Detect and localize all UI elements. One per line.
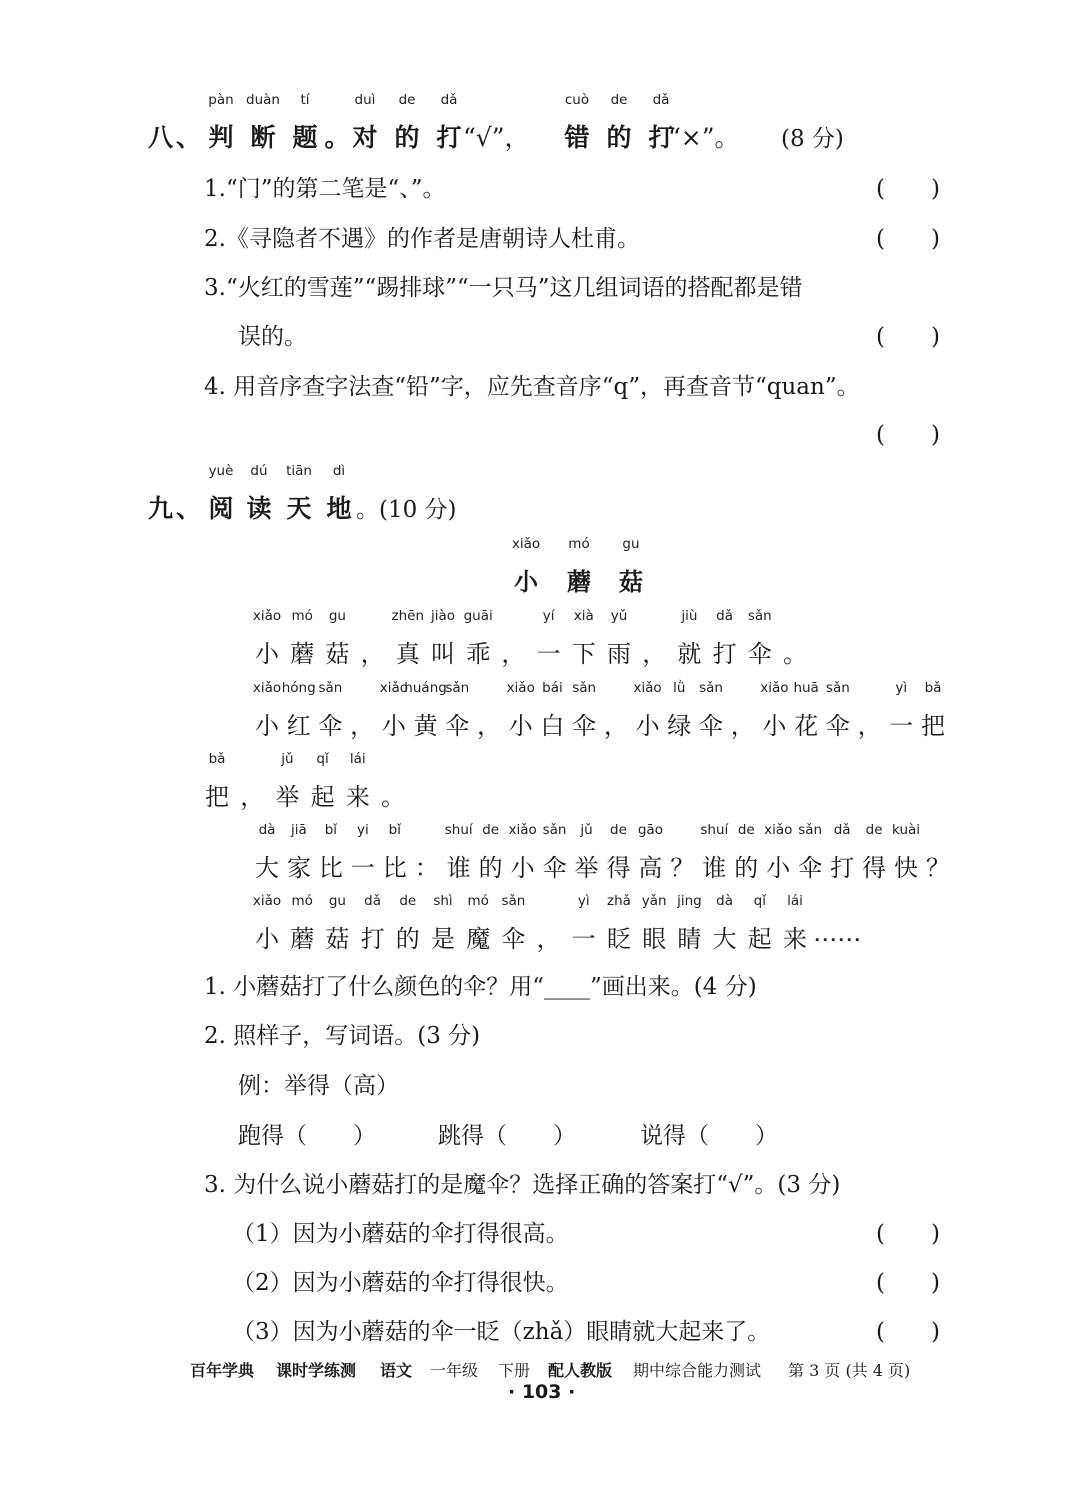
- pinyin: xiǎo: [252, 680, 282, 696]
- pinyin: mó: [291, 608, 313, 624]
- hanzi-char: 起: [310, 783, 335, 811]
- hanzi-char: 是: [431, 925, 455, 953]
- s9-q3-opt-3: （3）因为小蘑菇的伞一眨（zhǎ）眼睛就大起来了。: [232, 1319, 771, 1345]
- pinyin: jiù: [681, 608, 698, 624]
- hanzi-char: 断: [250, 123, 276, 152]
- pinyin: dǎ: [716, 608, 734, 624]
- punctuation: ，: [501, 640, 526, 668]
- pinyin: sǎn: [445, 680, 470, 696]
- pinyin: de: [398, 92, 416, 108]
- s8-item-2: 2.《寻隐者不遇》的作者是唐朝诗人杜甫。: [204, 226, 640, 252]
- hanzi-char: 小: [510, 854, 535, 882]
- hanzi-char: 来: [345, 783, 370, 811]
- hanzi-char: 下: [571, 640, 596, 668]
- pinyin: dì: [332, 463, 346, 479]
- hanzi-char: 真: [395, 640, 420, 668]
- hanzi-char: 比: [318, 854, 343, 882]
- hanzi-char: 快: [894, 854, 919, 882]
- section-9-sep: 、: [176, 494, 202, 523]
- footer-grade: 一年级: [430, 1361, 479, 1380]
- hanzi-char: 红: [286, 712, 311, 740]
- hanzi-char: 判: [208, 123, 234, 152]
- pinyin: zhēn: [391, 608, 425, 624]
- hanzi-char: 的: [394, 123, 420, 152]
- pinyin: lǜ: [673, 680, 686, 696]
- hanzi-char: 打: [436, 123, 462, 152]
- s8-item-2-blank: ( ): [876, 226, 940, 252]
- punctuation: ，: [477, 712, 501, 740]
- section-8-heading: [148, 92, 868, 156]
- hanzi-char: 小: [255, 712, 279, 740]
- hanzi-char: 的: [734, 854, 759, 882]
- s8-item-3-cont: 误的。: [238, 324, 307, 350]
- s8-item-1-blank: ( ): [876, 176, 940, 202]
- hanzi-char: 一: [889, 712, 914, 740]
- s8-item-3: 3.“火红的雪莲”“踢排球”“一只马”这几组词语的搭配都是错: [204, 275, 803, 301]
- footer-brand: 百年学典: [190, 1361, 255, 1380]
- hanzi-char: 大: [712, 925, 737, 953]
- pinyin: yǔ: [610, 608, 628, 624]
- hanzi-char: 对: [352, 123, 378, 152]
- hanzi-char: 的: [606, 123, 632, 152]
- footer-page-info: 第 3 页 (共 4 页): [788, 1361, 911, 1380]
- pinyin: bǐ: [388, 822, 401, 838]
- pinyin: shuí: [700, 822, 729, 838]
- punctuation: ，: [240, 783, 265, 811]
- pinyin: dǎ: [364, 893, 382, 909]
- punctuation: ，: [642, 640, 667, 668]
- footer-series: 课时学练测: [276, 1361, 357, 1380]
- pinyin: duàn: [246, 92, 280, 108]
- hanzi-char: 花: [794, 712, 819, 740]
- hanzi-char: 伞: [747, 640, 772, 668]
- hanzi-char: 得: [862, 854, 887, 882]
- pinyin: jǔ: [281, 751, 294, 767]
- punctuation: 。: [324, 123, 350, 152]
- punctuation: ，: [360, 640, 385, 668]
- hanzi-char: 错: [564, 123, 590, 152]
- pinyin: sǎn: [318, 680, 343, 696]
- pinyin: de: [610, 822, 627, 838]
- section-8-score: (8 分): [781, 126, 844, 152]
- s9-q3-opt-2: （2）因为小蘑菇的伞打得很快。: [232, 1270, 569, 1296]
- punctuation: ，: [857, 712, 882, 740]
- pinyin: yí: [542, 608, 555, 624]
- hanzi-char: 睛: [677, 925, 702, 953]
- hanzi-char: 白: [540, 712, 565, 740]
- pinyin: dǎ: [652, 92, 670, 108]
- footer-volume: 下册: [498, 1361, 531, 1380]
- pinyin: pàn: [208, 92, 234, 108]
- pinyin: gu: [328, 608, 346, 624]
- hanzi-char: 天: [286, 494, 312, 523]
- s9-q2: 2. 照样子，写词语。(3 分): [204, 1023, 481, 1049]
- footer-test: 期中综合能力测试: [633, 1361, 762, 1380]
- pinyin: tí: [300, 92, 310, 108]
- hanzi-char: 打: [648, 123, 674, 152]
- pinyin: mó: [568, 536, 590, 552]
- hanzi-char: 伞: [798, 854, 823, 882]
- pinyin: hóng: [281, 680, 316, 696]
- hanzi-char: 的: [395, 925, 420, 953]
- pinyin: dà: [258, 822, 276, 838]
- hanzi-char: 绿: [667, 712, 692, 740]
- hanzi-char: 叫: [431, 640, 455, 668]
- pinyin: xiǎo: [633, 680, 662, 696]
- pinyin: xiǎo: [760, 680, 789, 696]
- hanzi-char: 伞: [825, 712, 850, 740]
- hanzi-char: 小: [514, 567, 538, 596]
- s9-q2-blank-3: 说得（ ）: [640, 1123, 778, 1149]
- hanzi-char: 乖: [466, 640, 491, 668]
- pinyin: xiǎo: [379, 680, 408, 696]
- hanzi-char: 家: [286, 854, 311, 882]
- hanzi-char: 小: [762, 712, 787, 740]
- pinyin: dà: [716, 893, 734, 909]
- pinyin: xiǎo: [764, 822, 793, 838]
- pinyin: yǎn: [641, 893, 667, 909]
- punctuation: ：: [414, 854, 439, 882]
- pinyin: de: [737, 822, 755, 838]
- s8-item-4-blank: ( ): [876, 422, 940, 448]
- pinyin: lái: [349, 751, 366, 767]
- pinyin: gāo: [637, 822, 663, 838]
- pinyin: de: [865, 822, 883, 838]
- pinyin: shuí: [444, 822, 473, 838]
- hanzi-char: 小: [766, 854, 791, 882]
- pinyin: bái: [542, 680, 563, 696]
- punctuation: ？: [926, 854, 950, 882]
- hanzi-char: 小: [255, 640, 279, 668]
- hanzi-char: 举: [574, 854, 599, 882]
- pinyin: kuài: [892, 822, 921, 838]
- pinyin: yì: [895, 680, 908, 696]
- hanzi-char: 把: [205, 783, 229, 811]
- hanzi-char: 菇: [325, 640, 350, 668]
- pinyin: sǎn: [825, 680, 850, 696]
- pinyin: lái: [787, 893, 803, 909]
- s8-item-1: 1.“门”的第二笔是“、”。: [204, 176, 446, 202]
- pinyin: dǎ: [440, 92, 458, 108]
- pinyin: de: [610, 92, 628, 108]
- hanzi-char: 蘑: [290, 925, 315, 953]
- pinyin: xiǎo: [511, 536, 541, 552]
- pinyin: de: [399, 893, 417, 909]
- pinyin: jiā: [291, 822, 307, 838]
- pinyin: yì: [577, 893, 590, 909]
- pinyin: xià: [573, 608, 594, 624]
- pinyin: xiǎo: [506, 680, 535, 696]
- hanzi-char: 就: [677, 640, 702, 668]
- s9-q3: 3. 为什么说小蘑菇打的是魔伞？选择正确的答案打“√”。(3 分): [204, 1172, 841, 1198]
- hanzi-char: 读: [246, 494, 272, 523]
- pinyin: guāi: [463, 608, 493, 624]
- hanzi-char: 比: [382, 854, 407, 882]
- hanzi-char: 一: [350, 854, 375, 882]
- section-8-mark2: “×”。: [668, 123, 740, 152]
- pinyin: zhǎ: [607, 893, 631, 909]
- hanzi-char: 一: [536, 640, 561, 668]
- hanzi-char: 打: [712, 640, 737, 668]
- hanzi-char: 黄: [413, 712, 438, 740]
- pinyin: sǎn: [798, 822, 823, 838]
- hanzi-char: 谁: [702, 854, 727, 882]
- pinyin: dǎ: [833, 822, 851, 838]
- pinyin: qǐ: [316, 751, 329, 767]
- pinyin: qǐ: [753, 893, 766, 909]
- s9-q3-opt-1: （1）因为小蘑菇的伞打得很高。: [232, 1221, 569, 1247]
- pinyin: sǎn: [572, 680, 597, 696]
- hanzi-char: 蘑: [567, 567, 591, 596]
- hanzi-char: 菇: [619, 567, 643, 596]
- pinyin: sǎn: [542, 822, 567, 838]
- s8-item-4: 4. 用音序查字法查“铅”字，应先查音序“q”，再查音节“quan”。: [204, 374, 860, 400]
- hanzi-char: 伞: [318, 712, 343, 740]
- punctuation: 。: [783, 640, 807, 668]
- hanzi-char: 谁: [446, 854, 471, 882]
- pinyin: xiǎo: [508, 822, 537, 838]
- hanzi-char: 一: [571, 925, 596, 953]
- hanzi-char: 伞: [501, 925, 526, 953]
- pinyin: huā: [793, 680, 819, 696]
- pinyin: tiān: [286, 463, 312, 479]
- hanzi-char: 打: [360, 925, 385, 953]
- hanzi-char: 小: [255, 925, 279, 953]
- hanzi-char: 小: [508, 712, 533, 740]
- pinyin: xiǎo: [252, 608, 282, 624]
- pinyin: bǐ: [324, 822, 338, 838]
- punctuation: ，: [350, 712, 375, 740]
- pinyin: de: [482, 822, 500, 838]
- section-9-number: 九: [148, 494, 174, 523]
- hanzi-char: 雨: [607, 640, 631, 668]
- punctuation: ……: [813, 919, 862, 947]
- hanzi-char: 眼: [642, 925, 667, 953]
- hanzi-char: 得: [606, 854, 631, 882]
- pinyin: sǎn: [501, 893, 526, 909]
- hanzi-char: 魔: [466, 925, 491, 953]
- hanzi-char: 菇: [325, 925, 350, 953]
- pinyin: bǎ: [924, 680, 942, 696]
- hanzi-char: 眨: [607, 925, 631, 953]
- pinyin: jing: [677, 893, 702, 909]
- hanzi-char: 地: [326, 494, 352, 523]
- hanzi-char: 伞: [699, 712, 723, 740]
- hanzi-char: 蘑: [290, 640, 315, 668]
- s8-item-3-blank: ( ): [876, 324, 940, 350]
- hanzi-char: 伞: [542, 854, 567, 882]
- footer-subject: 语文: [380, 1361, 413, 1380]
- section-8-mark1: “√”，: [463, 123, 530, 152]
- pinyin: xiǎo: [252, 893, 282, 909]
- s9-q1: 1. 小蘑菇打了什么颜色的伞？用“____”画出来。(4 分): [204, 974, 757, 1000]
- hanzi-char: 起: [747, 925, 772, 953]
- section-9-score: 。(10 分): [356, 497, 457, 523]
- pinyin: bǎ: [208, 751, 226, 767]
- hanzi-char: 把: [921, 712, 945, 740]
- pinyin: mó: [291, 893, 313, 909]
- hanzi-char: 的: [478, 854, 503, 882]
- punctuation: ，: [730, 712, 755, 740]
- s9-q3-opt-3-blank: ( ): [876, 1319, 940, 1345]
- pinyin: sǎn: [747, 608, 772, 624]
- hanzi-char: 阅: [208, 494, 234, 523]
- footer-edition: 配人教版: [548, 1361, 613, 1380]
- pinyin: jǔ: [580, 822, 593, 838]
- section-8-sep: 、: [176, 123, 202, 152]
- pinyin: cuò: [564, 92, 590, 108]
- section-9-heading: [148, 463, 548, 527]
- hanzi-char: 来: [783, 925, 807, 953]
- punctuation: ，: [536, 925, 561, 953]
- pinyin: jiào: [430, 608, 456, 624]
- pinyin: sǎn: [699, 680, 723, 696]
- hanzi-char: 举: [275, 783, 300, 811]
- s9-q3-opt-2-blank: ( ): [876, 1270, 940, 1296]
- hanzi-char: 伞: [445, 712, 470, 740]
- pinyin: shì: [433, 893, 453, 909]
- page-footer: [190, 1356, 950, 1382]
- s9-q2-blank-2: 跳得（ ）: [438, 1123, 576, 1149]
- s9-q3-opt-1-blank: ( ): [876, 1221, 940, 1247]
- punctuation: ？: [670, 854, 695, 882]
- pinyin: huáng: [404, 680, 447, 696]
- pinyin: yi: [356, 822, 369, 838]
- pinyin: gu: [622, 536, 640, 552]
- pinyin: yuè: [208, 463, 234, 479]
- punctuation: ，: [603, 712, 628, 740]
- hanzi-char: 小: [381, 712, 406, 740]
- hanzi-char: 大: [255, 854, 279, 882]
- section-8-number: 八: [148, 123, 174, 152]
- hanzi-char: 高: [638, 854, 663, 882]
- hanzi-char: 伞: [572, 712, 597, 740]
- s9-q2-example: 例：举得（高）: [238, 1073, 399, 1099]
- pinyin: duì: [354, 92, 376, 108]
- page-number: · 103 ·: [508, 1381, 576, 1403]
- hanzi-char: 打: [830, 854, 855, 882]
- pinyin: dú: [250, 463, 268, 479]
- hanzi-char: 小: [635, 712, 660, 740]
- s9-q2-blank-1: 跑得（ ）: [238, 1123, 376, 1149]
- pinyin: mó: [467, 893, 489, 909]
- pinyin: gu: [328, 893, 346, 909]
- hanzi-char: 题: [292, 123, 318, 152]
- punctuation: 。: [381, 783, 405, 811]
